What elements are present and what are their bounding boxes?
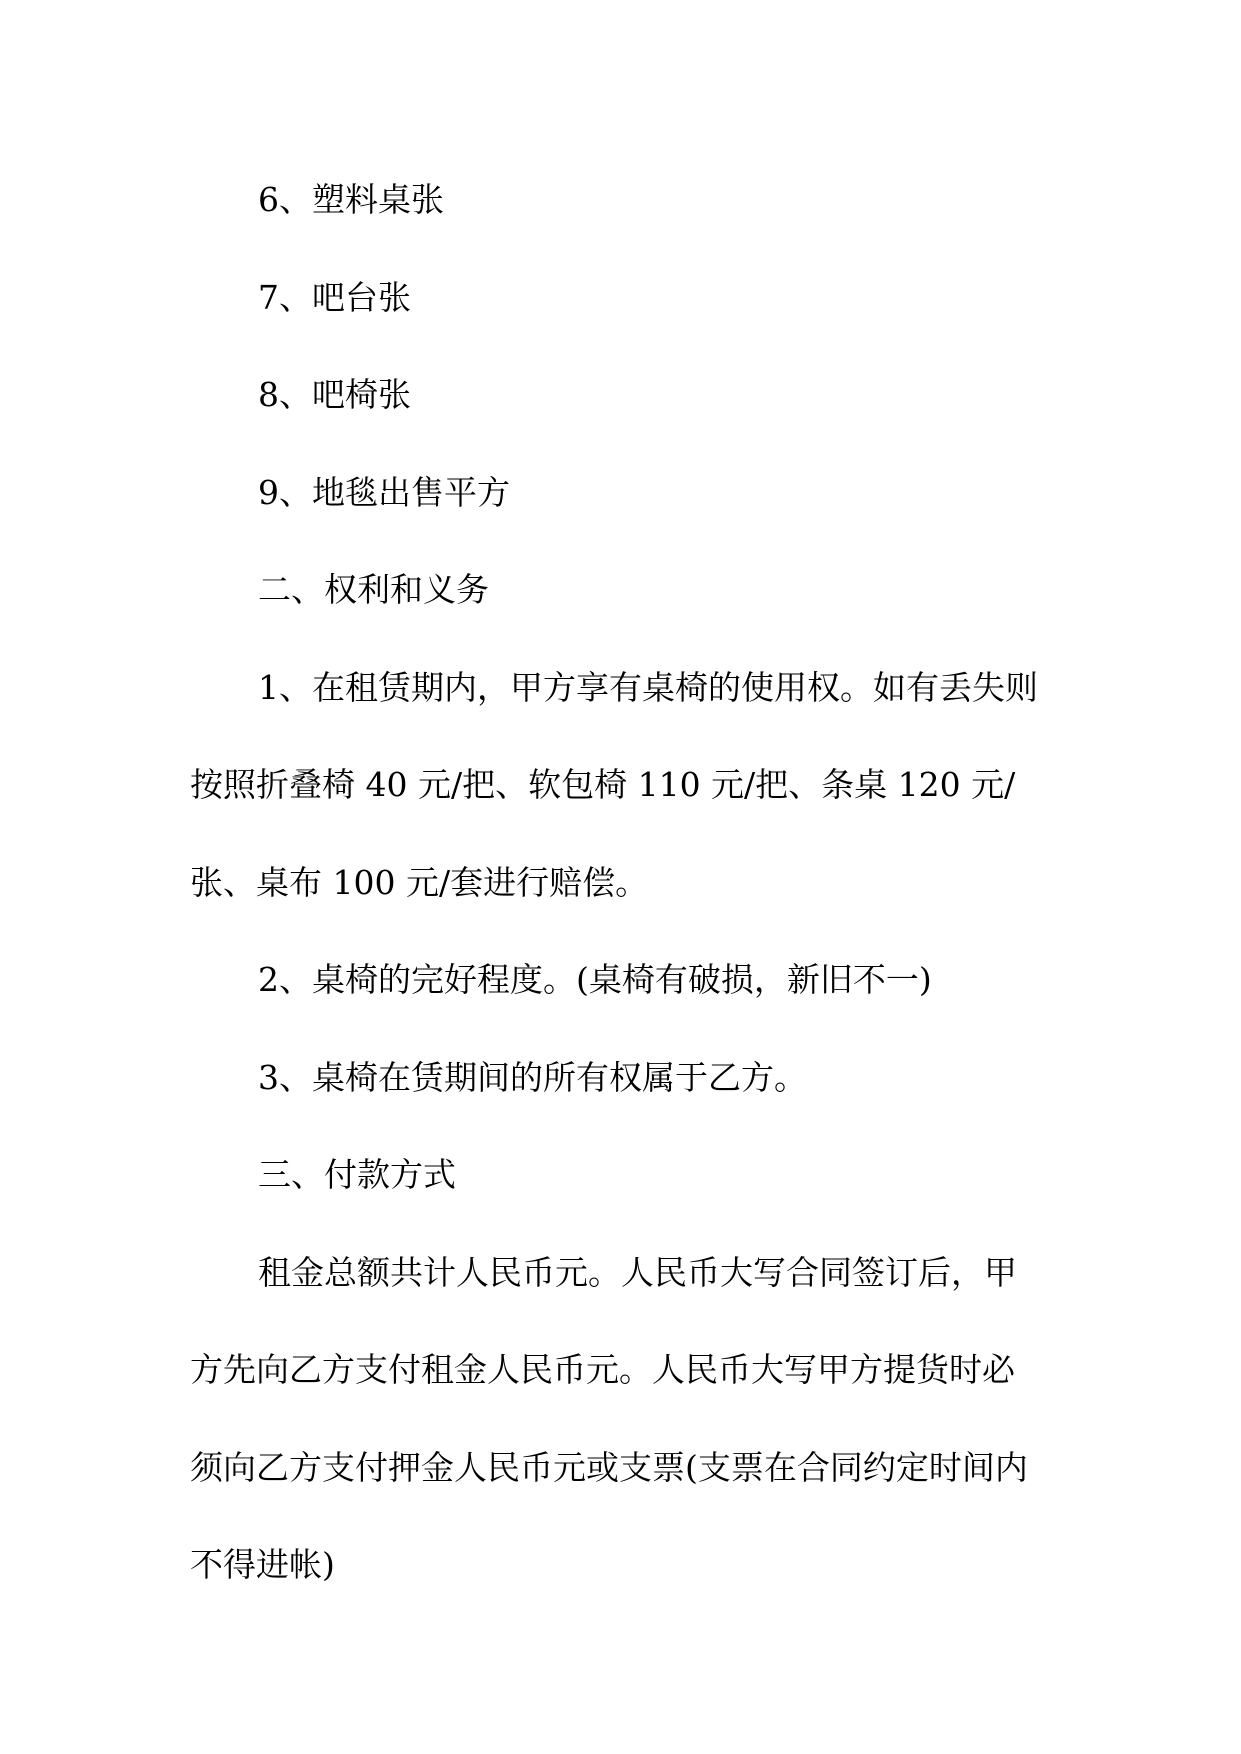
paragraph-2: 2、桌椅的完好程度。(桌椅有破损，新旧不一) xyxy=(258,960,932,999)
payment-paragraph-line-4: 不得进帐) xyxy=(190,1545,335,1584)
paragraph-1-line-1: 1、在租赁期内，甲方享有桌椅的使用权。如有丢失则 xyxy=(258,668,1038,707)
payment-paragraph-line-3: 须向乙方支付押金人民币元或支票(支票在合同约定时间内 xyxy=(190,1448,1028,1487)
paragraph-1-line-3: 张、桌布 100 元/套进行赔偿。 xyxy=(190,863,649,902)
payment-paragraph-line-1: 租金总额共计人民币元。人民币大写合同签订后，甲 xyxy=(258,1253,1017,1292)
payment-paragraph-line-2: 方先向乙方支付租金人民币元。人民币大写甲方提货时必 xyxy=(190,1350,1015,1389)
list-item-plastic-tables: 6、塑料桌张 xyxy=(258,180,444,219)
paragraph-1-line-2: 按照折叠椅 40 元/把、软包椅 110 元/把、条桌 120 元/ xyxy=(190,765,1016,804)
list-item-bar-chairs: 8、吧椅张 xyxy=(258,375,411,414)
section-heading-payment-method: 三、付款方式 xyxy=(258,1155,456,1194)
paragraph-3: 3、桌椅在赁期间的所有权属于乙方。 xyxy=(258,1058,807,1097)
list-item-bar-tables: 7、吧台张 xyxy=(258,278,411,317)
section-heading-rights-obligations: 二、权利和义务 xyxy=(258,570,489,609)
list-item-carpet: 9、地毯出售平方 xyxy=(258,473,510,512)
